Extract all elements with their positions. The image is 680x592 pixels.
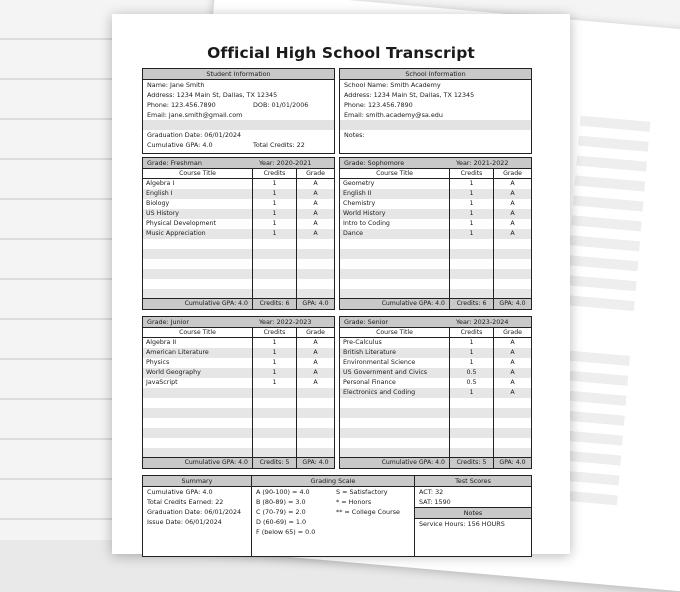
course-row	[340, 279, 531, 289]
year-footer	[340, 457, 531, 468]
course-row	[340, 438, 531, 448]
course-row	[143, 438, 334, 448]
course-credits: 1	[253, 229, 297, 239]
school-notes: Notes:	[344, 131, 365, 139]
course-rows	[143, 338, 334, 457]
course-credits	[450, 249, 494, 259]
school-year: Year: 2020-2021	[259, 159, 312, 167]
course-grade: A	[313, 190, 318, 197]
course-title: English I	[143, 189, 253, 199]
course-credits	[450, 259, 494, 269]
course-grade: A	[510, 359, 515, 366]
year-header	[143, 158, 334, 169]
year-cumulative-gpa: Cumulative GPA: 4.0	[340, 299, 450, 309]
course-grade: A	[313, 359, 318, 366]
course-grade	[494, 269, 531, 279]
course-title: JavaScript	[143, 378, 253, 388]
course-credits: 1	[253, 219, 297, 229]
course-grade	[297, 289, 334, 298]
course-credits	[253, 418, 297, 428]
course-title: Electronics and Coding	[340, 388, 450, 398]
course-title	[143, 408, 253, 418]
course-row	[143, 289, 334, 298]
course-credits: 1	[253, 338, 297, 348]
course-credits	[253, 398, 297, 408]
course-grade: A	[313, 230, 318, 237]
school-address: Address: 1234 Main St, Dallas, TX 12345	[344, 91, 475, 99]
course-grade	[494, 438, 531, 448]
course-grade: A	[510, 220, 515, 227]
grade-scale-item: C (70-79) = 2.0	[256, 508, 306, 516]
course-grade	[494, 259, 531, 269]
course-title	[340, 408, 450, 418]
grade-level: Grade: Junior	[147, 318, 189, 326]
course-grade: A	[510, 200, 515, 207]
grade-level: Grade: Freshman	[147, 159, 202, 167]
course-grade: A	[510, 190, 515, 197]
course-credits	[450, 279, 494, 289]
course-title	[143, 448, 253, 457]
freshman-year-box	[142, 157, 335, 310]
course-rows	[340, 179, 531, 298]
course-title	[340, 418, 450, 428]
course-credits: 0.5	[450, 368, 494, 378]
course-row	[143, 229, 334, 239]
course-row	[340, 378, 531, 388]
year-gpa: GPA: 4.0	[302, 459, 329, 466]
course-row	[143, 279, 334, 289]
summary-line: Issue Date: 06/01/2024	[147, 518, 222, 526]
course-credits	[450, 289, 494, 298]
course-row	[340, 259, 531, 269]
course-title: Pre-Calculus	[340, 338, 450, 348]
course-grade	[494, 249, 531, 259]
course-rows	[340, 338, 531, 457]
course-grade: A	[313, 210, 318, 217]
grading-scale-right	[332, 487, 400, 517]
course-grade	[297, 249, 334, 259]
course-row	[143, 428, 334, 438]
summary-column	[143, 476, 252, 556]
course-title: Algebra II	[143, 338, 253, 348]
course-grade	[297, 408, 334, 418]
course-row	[143, 179, 334, 189]
course-title	[143, 239, 253, 249]
course-row	[340, 368, 531, 378]
course-row	[340, 199, 531, 209]
course-grade: A	[510, 210, 515, 217]
course-credits: 1	[253, 179, 297, 189]
course-title: English II	[340, 189, 450, 199]
course-grade: A	[313, 180, 318, 187]
course-title	[143, 259, 253, 269]
course-credits: 0.5	[450, 378, 494, 388]
course-title	[340, 448, 450, 457]
column-headers	[143, 328, 334, 338]
course-credits: 1	[253, 378, 297, 388]
summary-header: Summary	[143, 476, 251, 487]
course-title: British Literature	[340, 348, 450, 358]
course-grade	[494, 279, 531, 289]
course-grade: A	[313, 220, 318, 227]
course-title: Environmental Science	[340, 358, 450, 368]
course-row	[340, 398, 531, 408]
course-credits	[450, 269, 494, 279]
course-grade	[297, 428, 334, 438]
course-row	[340, 179, 531, 189]
course-title	[340, 289, 450, 298]
course-row	[340, 229, 531, 239]
course-credits	[450, 428, 494, 438]
course-title: World Geography	[143, 368, 253, 378]
school-phone: Phone: 123.456.7890	[344, 101, 413, 109]
student-info-box	[142, 68, 335, 154]
course-row	[143, 209, 334, 219]
course-row	[143, 199, 334, 209]
course-grade	[297, 259, 334, 269]
grade-header: Grade	[503, 170, 522, 177]
summary-box	[142, 475, 532, 557]
course-credits: 1	[253, 209, 297, 219]
course-credits: 1	[253, 189, 297, 199]
grade-scale-item: D (60-69) = 1.0	[256, 518, 307, 526]
course-grade: A	[510, 349, 515, 356]
course-title	[340, 249, 450, 259]
grade-header: Grade	[306, 170, 325, 177]
notes-service-hours: Service Hours: 156 HOURS	[419, 520, 505, 528]
course-title	[340, 398, 450, 408]
course-row	[143, 249, 334, 259]
course-grade	[494, 428, 531, 438]
year-header	[340, 158, 531, 169]
course-credits	[253, 438, 297, 448]
course-grade	[297, 438, 334, 448]
year-credits: Credits: 5	[253, 458, 297, 468]
course-row	[143, 269, 334, 279]
school-year: Year: 2023-2024	[456, 318, 509, 326]
course-credits: 1	[450, 209, 494, 219]
course-credits	[253, 269, 297, 279]
course-title	[143, 249, 253, 259]
course-row	[143, 189, 334, 199]
course-grade: A	[510, 230, 515, 237]
course-row	[143, 338, 334, 348]
course-row	[340, 388, 531, 398]
course-grade	[297, 418, 334, 428]
school-year: Year: 2021-2022	[456, 159, 509, 167]
course-grade	[297, 388, 334, 398]
course-credits: 1	[450, 338, 494, 348]
course-credits	[450, 239, 494, 249]
course-grade	[297, 279, 334, 289]
student-gpa: Cumulative GPA: 4.0	[147, 141, 213, 149]
test-scores-column	[415, 476, 531, 556]
course-title: Physical Development	[143, 219, 253, 229]
student-gpa-row	[143, 140, 334, 150]
school-name: School Name: Smith Academy	[344, 81, 441, 89]
course-grade: A	[313, 369, 318, 376]
course-title	[340, 259, 450, 269]
sophomore-year-box	[339, 157, 532, 310]
course-row	[340, 448, 531, 457]
course-grade: A	[313, 379, 318, 386]
school-info-box	[339, 68, 532, 154]
course-row	[143, 358, 334, 368]
senior-year-box	[339, 316, 532, 469]
student-address: Address: 1234 Main St, Dallas, TX 12345	[147, 91, 278, 99]
summary-line: Cumulative GPA: 4.0	[147, 488, 213, 496]
course-credits	[450, 418, 494, 428]
grade-level: Grade: Sophomore	[344, 159, 405, 167]
course-grade: A	[510, 339, 515, 346]
grade-scale-symbol: * = Honors	[336, 498, 372, 506]
student-phone: Phone: 123.456.7890	[147, 101, 216, 109]
course-title: Music Appreciation	[143, 229, 253, 239]
course-grade	[494, 448, 531, 457]
course-title: Intro to Coding	[340, 219, 450, 229]
course-grade: A	[510, 379, 515, 386]
course-title: Algebra I	[143, 179, 253, 189]
course-title: Physics	[143, 358, 253, 368]
course-grade: A	[313, 200, 318, 207]
year-footer	[143, 457, 334, 468]
year-gpa: GPA: 4.0	[499, 300, 526, 307]
course-title: US History	[143, 209, 253, 219]
course-row	[340, 209, 531, 219]
student-name: Name: Jane Smith	[147, 81, 205, 89]
course-credits: 1	[253, 199, 297, 209]
course-title: World History	[340, 209, 450, 219]
course-credits	[450, 398, 494, 408]
school-info-header: School Information	[340, 69, 531, 80]
course-row	[143, 348, 334, 358]
notes-header: Notes	[415, 508, 531, 519]
course-row	[340, 408, 531, 418]
year-cumulative-gpa: Cumulative GPA: 4.0	[143, 458, 253, 468]
back-page-table	[564, 106, 651, 311]
course-credits: 1	[450, 358, 494, 368]
course-row	[143, 219, 334, 229]
course-grade	[297, 448, 334, 457]
course-rows	[143, 179, 334, 298]
course-row	[143, 388, 334, 398]
course-row	[143, 368, 334, 378]
course-credits: 1	[450, 388, 494, 398]
course-credits	[450, 448, 494, 457]
summary-line: Graduation Date: 06/01/2024	[147, 508, 242, 516]
course-row	[340, 289, 531, 298]
column-headers	[340, 169, 531, 179]
grade-header: Grade	[503, 329, 522, 336]
year-header	[340, 317, 531, 328]
course-title	[340, 438, 450, 448]
course-credits: 1	[253, 368, 297, 378]
grade-scale-symbol: S = Satisfactory	[336, 488, 388, 496]
course-credits	[253, 448, 297, 457]
course-row	[143, 259, 334, 269]
year-footer	[143, 298, 334, 309]
course-title-header: Course Title	[340, 169, 450, 178]
course-title	[340, 239, 450, 249]
school-year: Year: 2022-2023	[259, 318, 312, 326]
course-credits: 1	[450, 348, 494, 358]
course-title	[340, 428, 450, 438]
year-credits: Credits: 6	[450, 299, 494, 309]
course-credits	[253, 249, 297, 259]
course-grade	[297, 239, 334, 249]
course-credits	[450, 408, 494, 418]
year-cumulative-gpa: Cumulative GPA: 4.0	[143, 299, 253, 309]
course-grade	[297, 398, 334, 408]
course-row	[340, 428, 531, 438]
course-credits: 1	[450, 179, 494, 189]
course-title: US Government and Civics	[340, 368, 450, 378]
school-email: Email: smith.academy@sa.edu	[344, 111, 443, 119]
credits-header: Credits	[450, 328, 494, 337]
grade-level: Grade: Senior	[344, 318, 389, 326]
course-credits	[450, 438, 494, 448]
grade-scale-item: F (below 65) = 0.0	[256, 528, 316, 536]
course-title: Dance	[340, 229, 450, 239]
column-headers	[340, 328, 531, 338]
course-credits: 1	[450, 189, 494, 199]
course-credits	[253, 279, 297, 289]
course-row	[340, 239, 531, 249]
credits-header: Credits	[253, 328, 297, 337]
course-title	[143, 398, 253, 408]
summary-line: Total Credits Earned: 22	[147, 498, 224, 506]
course-row	[340, 358, 531, 368]
course-title	[143, 289, 253, 298]
course-credits: 1	[450, 219, 494, 229]
course-title	[340, 269, 450, 279]
course-grade	[494, 239, 531, 249]
student-phone-row	[143, 100, 334, 110]
course-grade	[494, 418, 531, 428]
course-credits	[253, 408, 297, 418]
course-credits	[253, 259, 297, 269]
course-row	[143, 398, 334, 408]
year-gpa: GPA: 4.0	[302, 300, 329, 307]
course-row	[340, 249, 531, 259]
course-row	[340, 418, 531, 428]
course-title: Geometry	[340, 179, 450, 189]
course-grade: A	[510, 180, 515, 187]
course-title	[340, 279, 450, 289]
grade-scale-symbol: ** = College Course	[336, 508, 400, 516]
student-email: Email: jane.smith@gmail.com	[147, 111, 243, 119]
course-title: American Literature	[143, 348, 253, 358]
student-blank-row	[143, 120, 334, 130]
course-row	[143, 239, 334, 249]
course-grade	[494, 408, 531, 418]
course-title	[143, 428, 253, 438]
course-row	[340, 338, 531, 348]
column-headers	[143, 169, 334, 179]
course-grade: A	[313, 349, 318, 356]
course-row	[340, 348, 531, 358]
course-grade	[494, 398, 531, 408]
course-row	[340, 219, 531, 229]
course-title	[143, 279, 253, 289]
course-title: Biology	[143, 199, 253, 209]
test-score-sat: SAT: 1590	[415, 497, 531, 508]
student-info-header: Student Information	[143, 69, 334, 80]
credits-header: Credits	[450, 169, 494, 178]
course-title-header: Course Title	[143, 328, 253, 337]
course-credits: 1	[450, 229, 494, 239]
course-credits	[253, 239, 297, 249]
course-grade: A	[510, 369, 515, 376]
grade-scale-item: A (90-100) = 4.0	[256, 488, 310, 496]
student-dob: DOB: 01/01/2006	[253, 101, 309, 109]
test-score-act: ACT: 32	[419, 488, 444, 496]
transcript-page	[112, 14, 570, 554]
course-credits	[253, 388, 297, 398]
year-cumulative-gpa: Cumulative GPA: 4.0	[340, 458, 450, 468]
year-footer	[340, 298, 531, 309]
course-grade	[494, 289, 531, 298]
course-grade	[297, 269, 334, 279]
course-row	[340, 189, 531, 199]
course-title: Personal Finance	[340, 378, 450, 388]
course-row	[143, 448, 334, 457]
course-title	[143, 269, 253, 279]
course-title	[143, 438, 253, 448]
course-title-header: Course Title	[143, 169, 253, 178]
junior-year-box	[142, 316, 335, 469]
course-title-header: Course Title	[340, 328, 450, 337]
course-credits	[253, 428, 297, 438]
year-credits: Credits: 6	[253, 299, 297, 309]
course-title	[143, 418, 253, 428]
credits-header: Credits	[253, 169, 297, 178]
course-title	[143, 388, 253, 398]
student-credits: Total Credits: 22	[253, 141, 305, 149]
school-blank-row	[340, 120, 531, 130]
student-graduation: Graduation Date: 06/01/2024	[147, 131, 242, 139]
course-row	[143, 408, 334, 418]
grade-header: Grade	[306, 329, 325, 336]
course-credits	[253, 289, 297, 298]
page-title: Official High School Transcript	[207, 44, 475, 62]
course-credits: 1	[253, 348, 297, 358]
grading-scale-column	[252, 476, 415, 556]
year-gpa: GPA: 4.0	[499, 459, 526, 466]
course-row	[143, 418, 334, 428]
grading-scale-header: Grading Scale	[252, 476, 414, 487]
course-credits: 1	[253, 358, 297, 368]
course-title: Chemistry	[340, 199, 450, 209]
grading-scale-left	[252, 487, 315, 537]
grade-scale-item: B (80-89) = 3.0	[256, 498, 306, 506]
course-row	[143, 378, 334, 388]
test-scores-header: Test Scores	[415, 476, 531, 487]
year-credits: Credits: 5	[450, 458, 494, 468]
course-row	[340, 269, 531, 279]
year-header	[143, 317, 334, 328]
course-grade: A	[510, 389, 515, 396]
course-credits: 1	[450, 199, 494, 209]
course-grade: A	[313, 339, 318, 346]
